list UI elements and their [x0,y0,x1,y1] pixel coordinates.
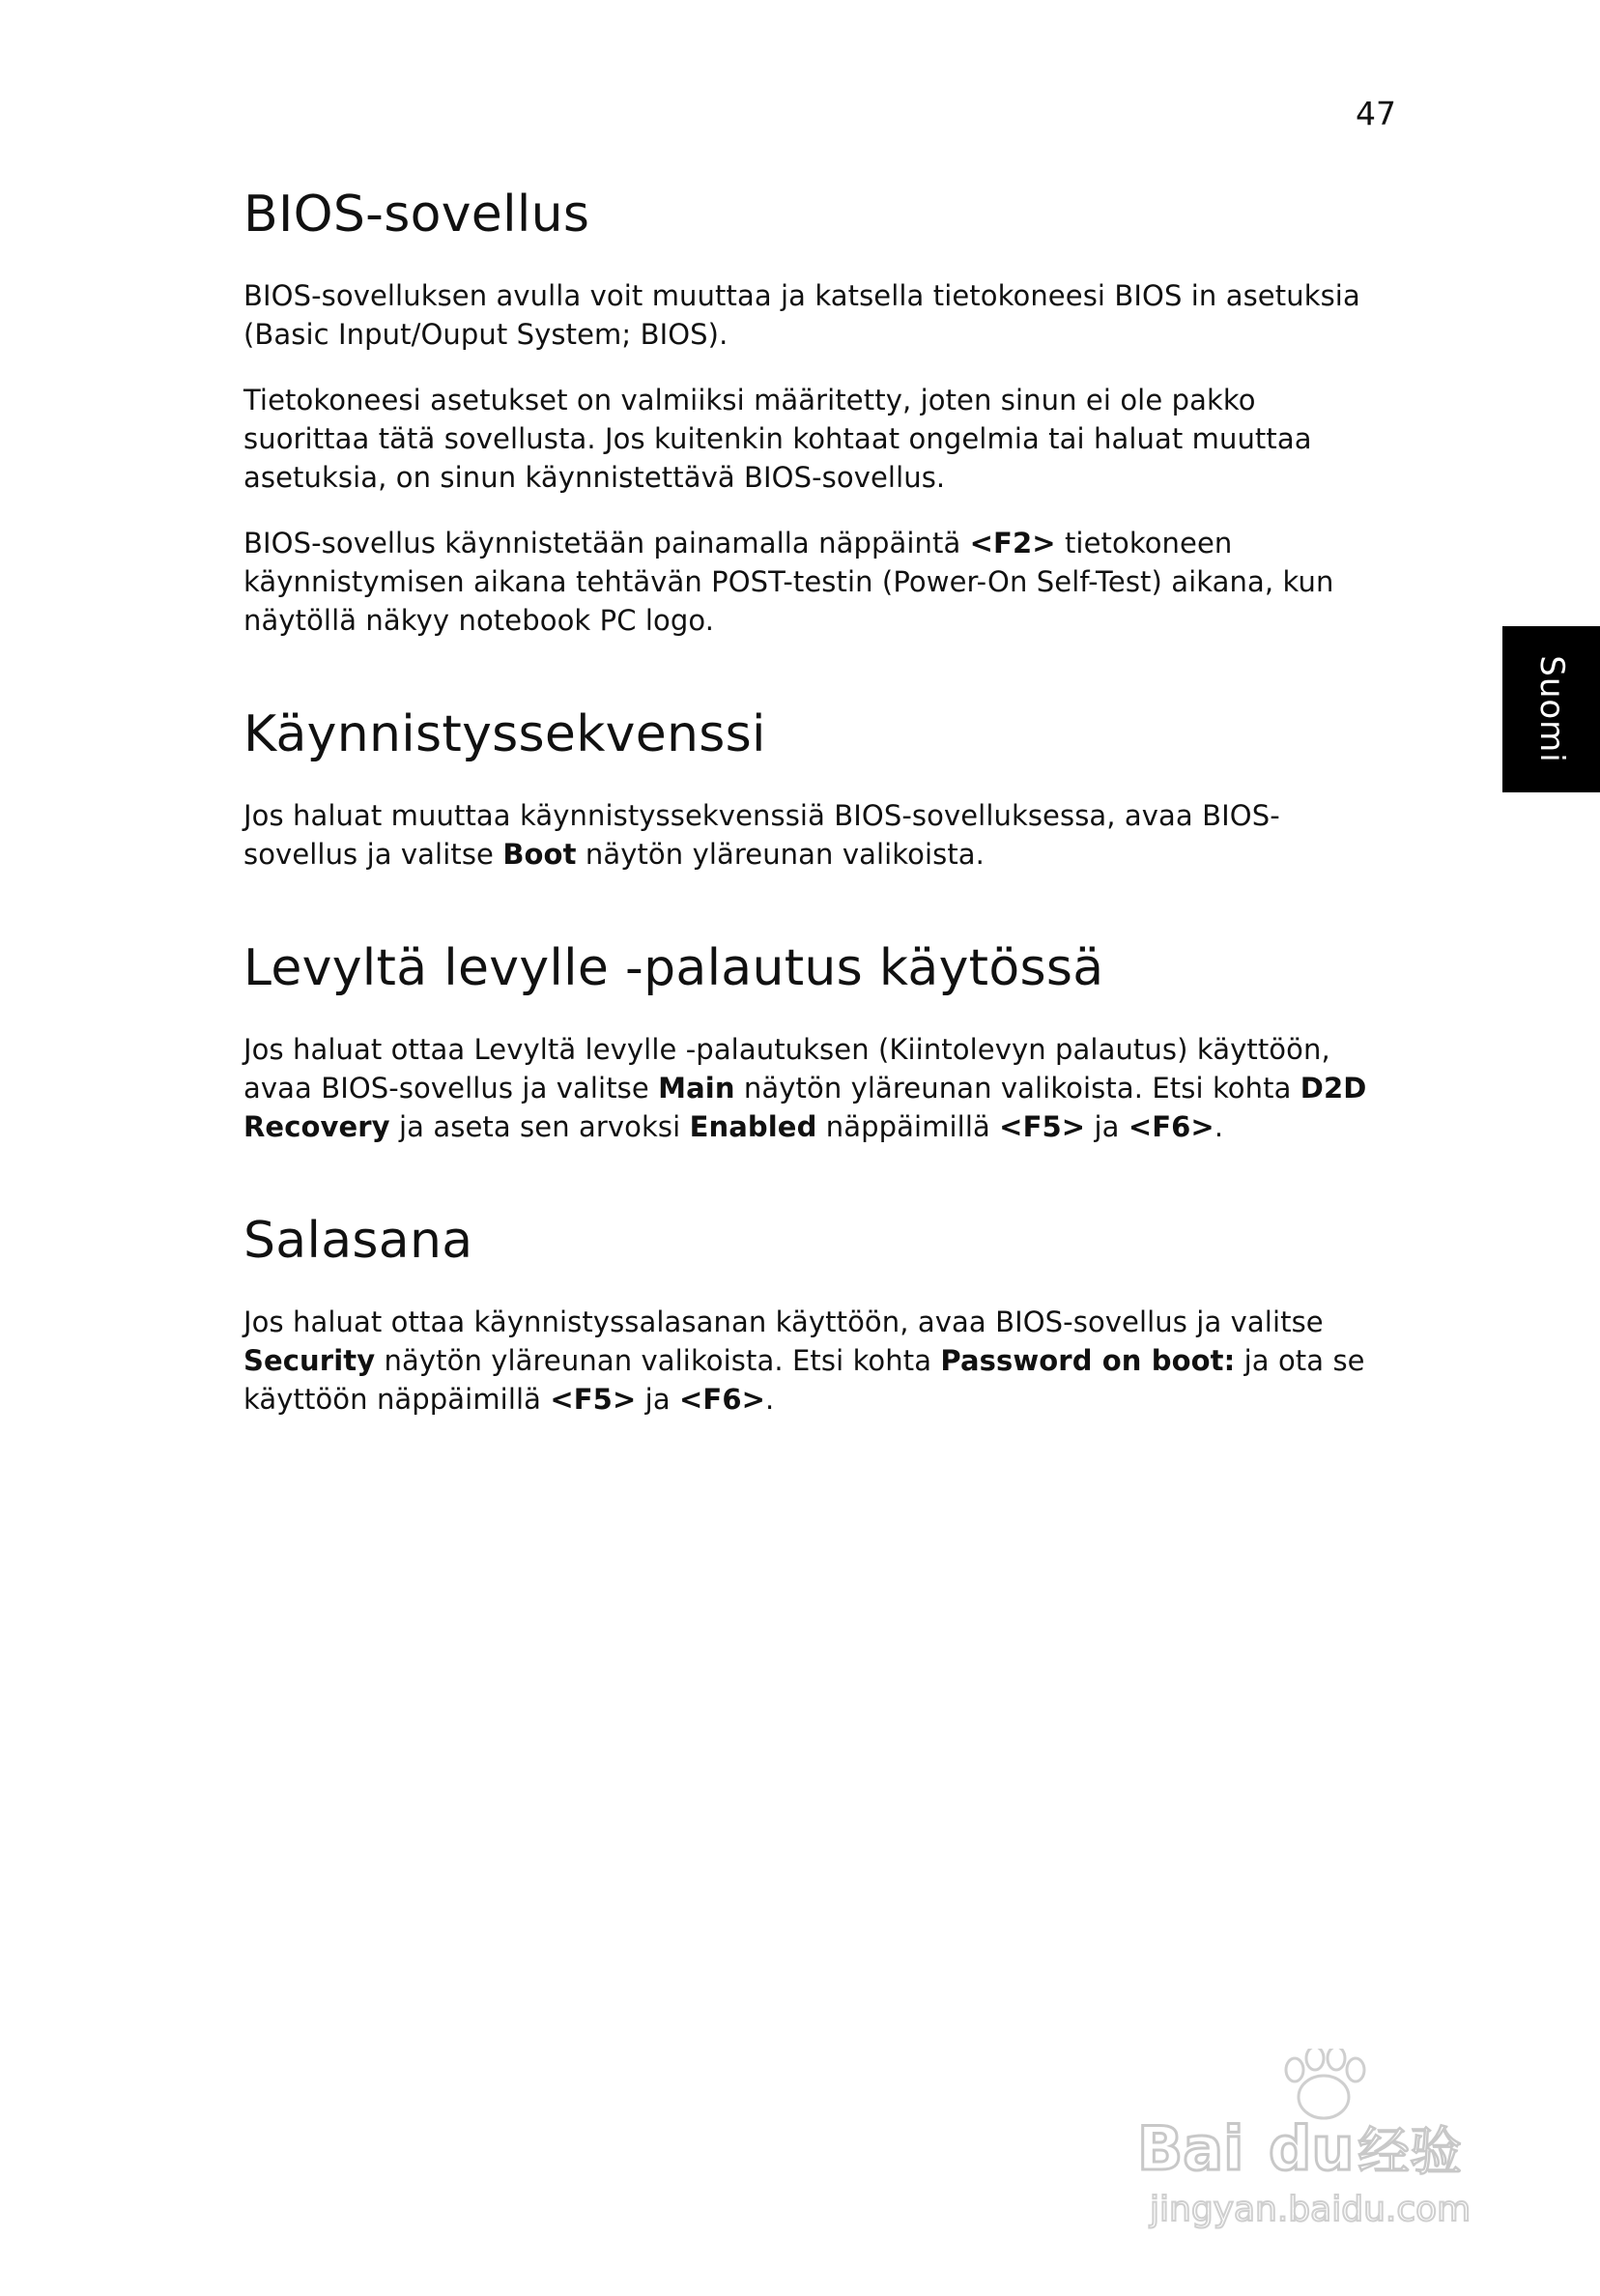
section-bios [243,184,1384,640]
menu-main: Main [658,1072,735,1105]
menu-security: Security [243,1344,376,1377]
value-enabled: Enabled [689,1110,817,1143]
svg-text:经验: 经验 [1357,2121,1462,2182]
section-title-boot: Käynnistyssekvenssi [243,705,766,763]
section-password [243,1210,1384,1419]
language-tab-label: Suomi [1531,655,1571,763]
section-boot-sequence [243,703,1384,874]
key-f2: <F2> [969,527,1056,560]
baidu-watermark-logo [1126,2049,1512,2242]
bios-paragraph-1: BIOS-sovelluksen avulla voit muuttaa ja katsella tietokoneesi BIOS in asetuksia (Basic Input/Ouput System; BIOS). [243,279,1360,351]
key-f5: <F5> [550,1383,637,1416]
option-password-on-boot: Password on boot: [940,1344,1236,1377]
bios-paragraph-2: Tietokoneesi asetukset on valmiiksi määritetty, joten sinun ei ole pakko suorittaa tätä sovellusta. Jos kuitenkin kohtaat ongelmia tai haluat muuttaa asetuksia, on sinun käynnistettävä BIOS-sovellus. [243,384,1312,494]
page-number: 47 [1356,95,1396,132]
svg-text:Bai: Bai [1137,2113,1244,2184]
boot-paragraph-1: Jos haluat muuttaa käynnistyssekvenssiä BIOS-sovelluksessa, avaa BIOS-sovellus ja valitse Boot näytön yläreunan valikoista. [243,799,1280,871]
section-title-d2d: Levyltä levylle -palautus käytössä [243,939,1104,997]
key-f6: <F6> [679,1383,766,1416]
password-paragraph-1: Jos haluat ottaa käynnistyssalasanan käyttöön, avaa BIOS-sovellus ja valitse Security näytön yläreunan valikoista. Etsi kohta Password on boot: ja ota se käyttöön näppäimillä <F5> ja <F6>. [243,1306,1365,1416]
baidu-watermark [1126,2049,1512,2242]
bios-paragraph-3: BIOS-sovellus käynnistetään painamalla näppäintä <F2> tietokoneen käynnistymisen aikana tehtävän POST-testin (Power-On Self-Test) aikana, kun näytöllä näkyy notebook PC logo. [243,527,1334,637]
svg-text:du: du [1269,2113,1355,2184]
watermark-url: jingyan.baidu.com [1150,2190,1471,2229]
menu-boot: Boot [502,838,577,871]
option-d2d-recovery: D2D Recovery [243,1072,1367,1143]
d2d-paragraph-1: Jos haluat ottaa Levyltä levylle -palautuksen (Kiintolevyn palautus) käyttöön, avaa BIOS-sovellus ja valitse Main näytön yläreunan valikoista. Etsi kohta D2D Recovery ja aseta sen arvoksi Enabled näppäimillä <F5> ja <F6>. [243,1033,1367,1143]
section-title-password: Salasana [243,1212,473,1270]
page-content [243,184,1384,1482]
section-d2d-recovery [243,937,1384,1146]
language-tab [1502,626,1600,792]
key-f6: <F6> [1128,1110,1214,1143]
section-title-bios: BIOS-sovellus [243,186,590,244]
key-f5: <F5> [999,1110,1086,1143]
